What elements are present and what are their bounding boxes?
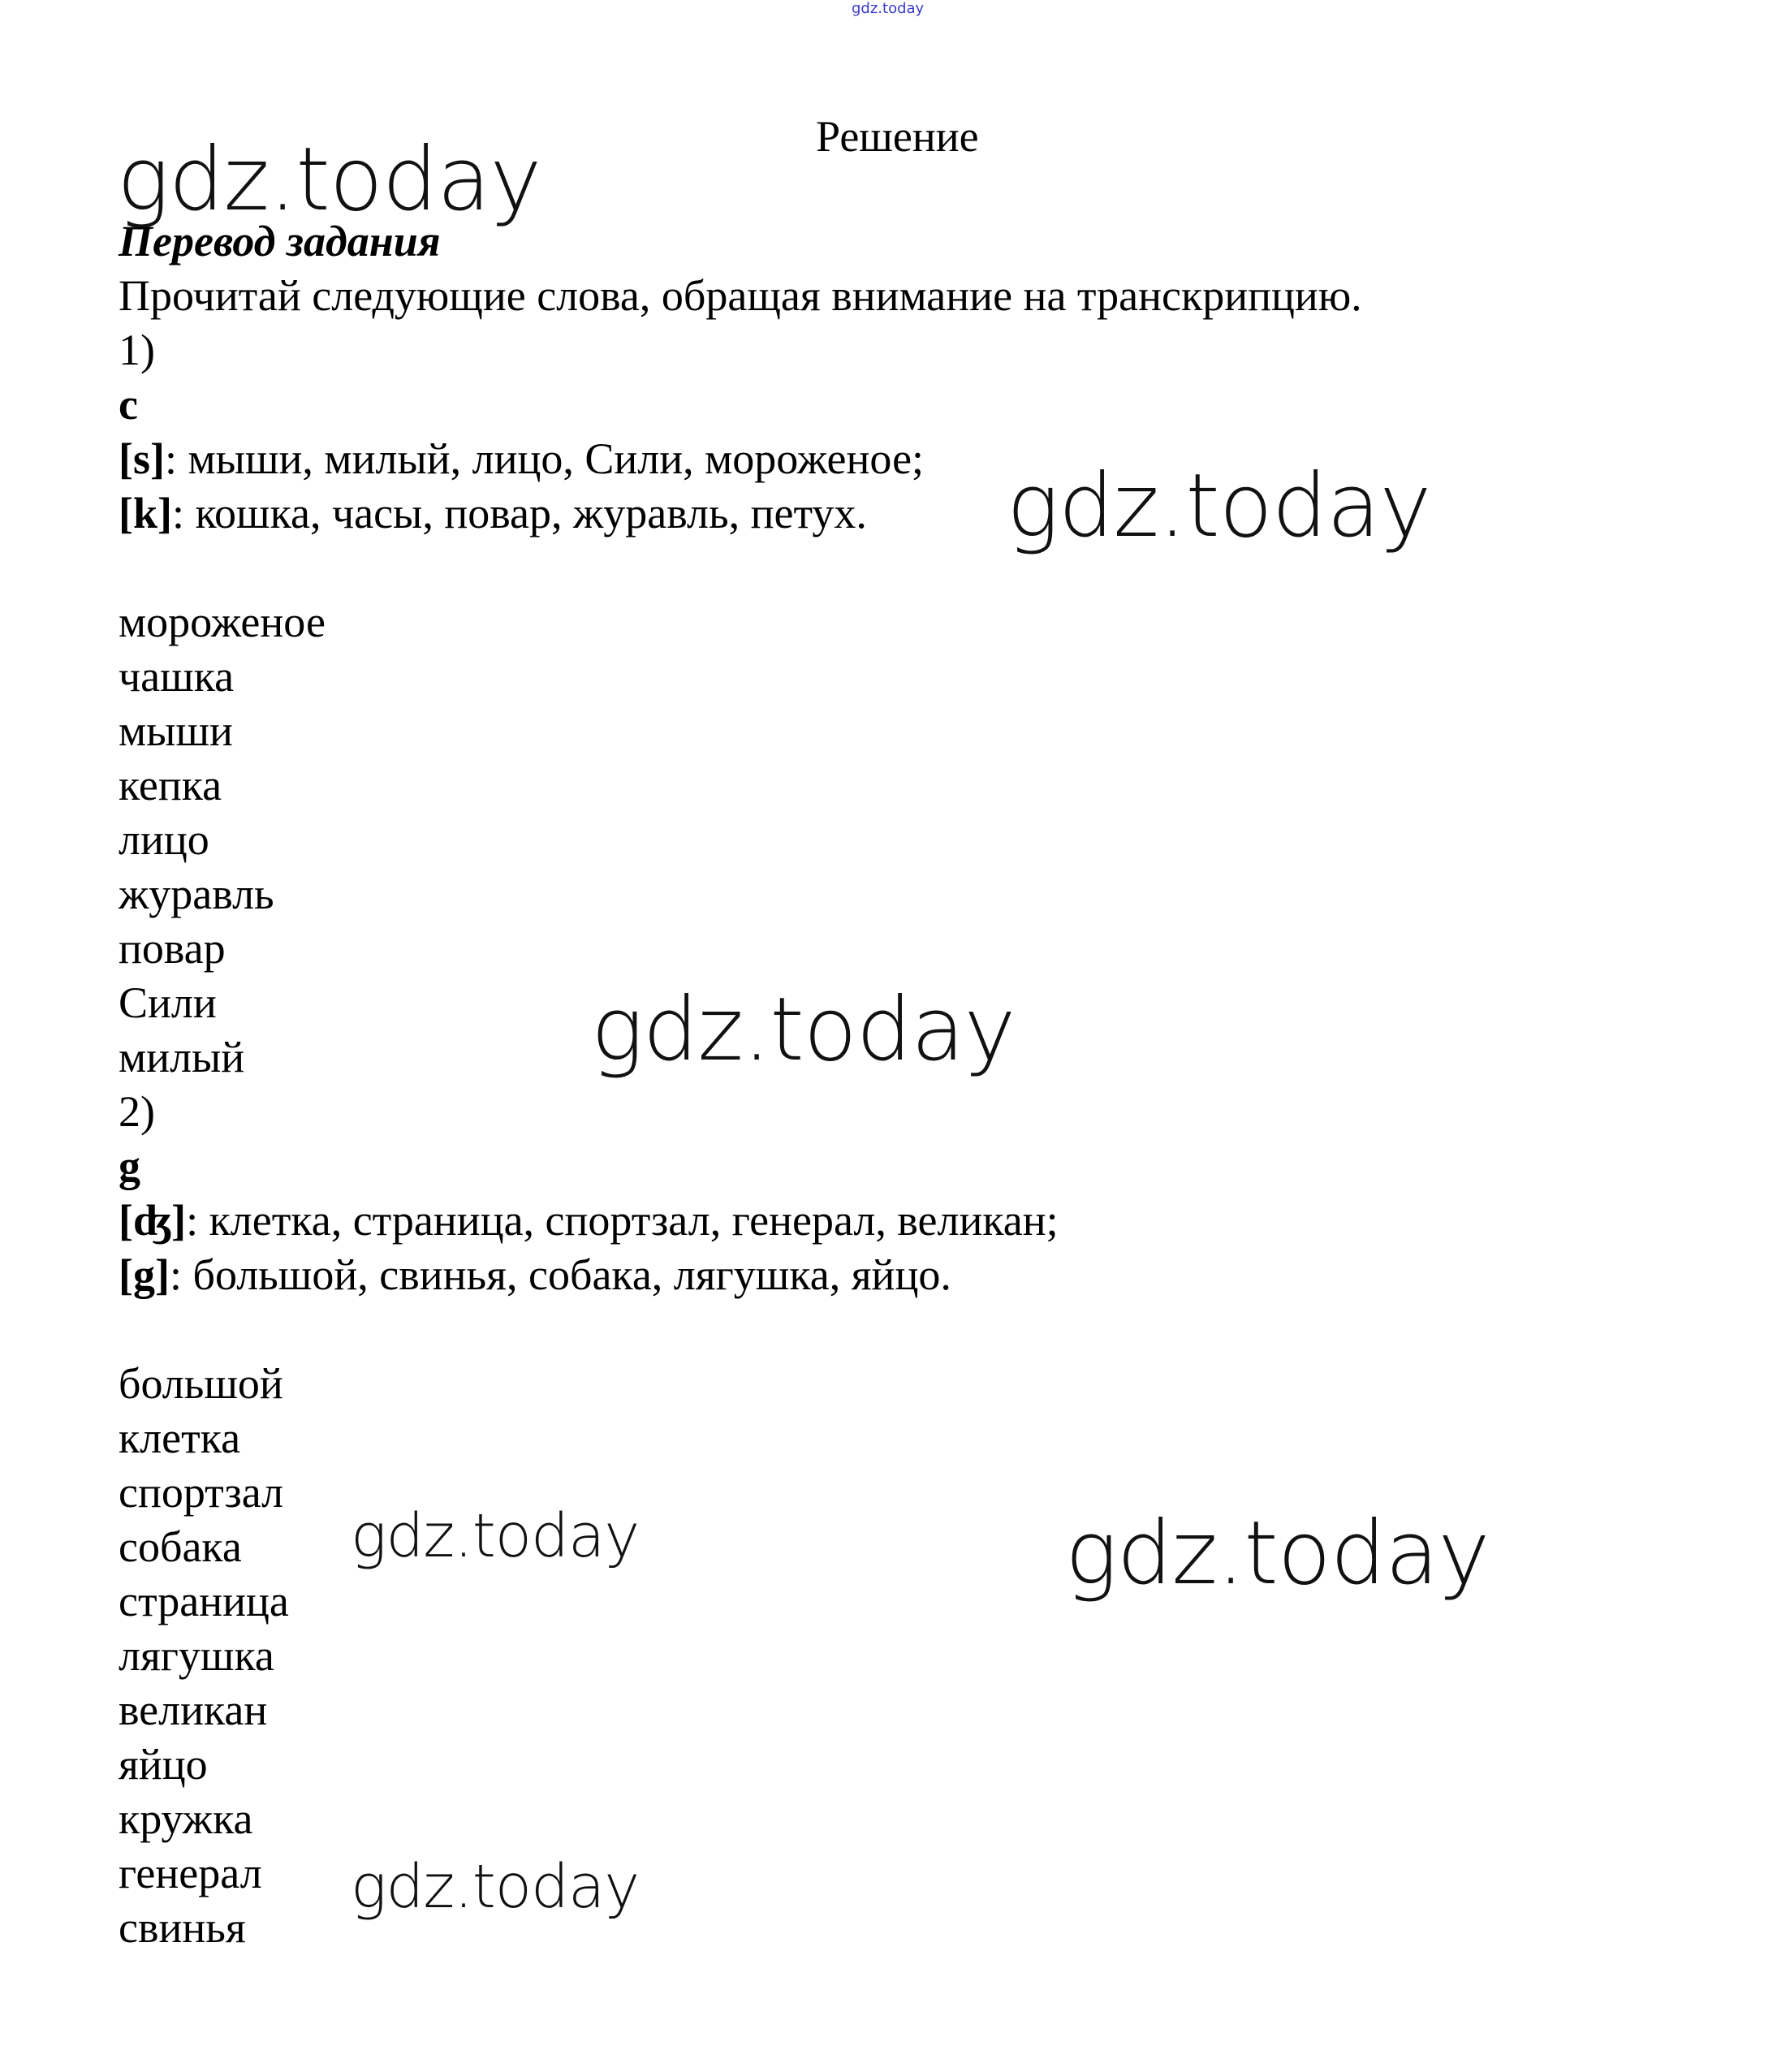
section-title: Перевод задания — [119, 217, 441, 265]
top-site-link[interactable]: gdz.today — [852, 0, 925, 17]
list-item: чашка — [119, 652, 235, 701]
list-item: кепка — [119, 761, 222, 809]
watermark-3: gdz.today — [591, 979, 1016, 1081]
list-item: Сили — [119, 978, 217, 1027]
part1-rule-k — [119, 486, 1362, 541]
list-item: мороженое — [119, 598, 326, 646]
sound-words: : большой, свинья, собака, лягушка, яйцо. — [169, 1250, 951, 1299]
part2-number: 2) — [119, 1087, 155, 1136]
sound-label: [k] — [119, 489, 172, 537]
list-item: клетка — [119, 1414, 241, 1462]
sound-words: : кошка, часы, повар, журавль, петух. — [172, 489, 867, 537]
part2-letter: g — [119, 1142, 140, 1190]
part1-rule-s — [119, 432, 1362, 486]
list-item: журавль — [119, 870, 274, 918]
sound-words: : мыши, милый, лицо, Сили, мороженое; — [164, 434, 925, 483]
list-item: яйцо — [119, 1740, 208, 1789]
sound-label: [g] — [119, 1250, 170, 1299]
list-item: страница — [119, 1577, 289, 1625]
watermark-4: gdz.today — [351, 1501, 640, 1571]
list-item: свинья — [119, 1903, 246, 1952]
page-heading: Решение — [816, 112, 979, 161]
sound-words: : клетка, страница, спортзал, генерал, великан; — [186, 1196, 1059, 1245]
list-item: генерал — [119, 1849, 262, 1897]
list-item: собака — [119, 1522, 242, 1571]
watermark-6: gdz.today — [351, 1852, 640, 1922]
list-item: мыши — [119, 706, 233, 755]
sound-label: [s] — [119, 434, 165, 483]
part2-rule-g — [119, 1248, 1362, 1302]
list-item: спортзал — [119, 1468, 284, 1517]
part1-letter: c — [119, 380, 138, 429]
list-item: великан — [119, 1686, 268, 1734]
list-item: милый — [119, 1033, 245, 1081]
list-item: лягушка — [119, 1631, 274, 1680]
spacer — [119, 1302, 1362, 1357]
instruction-text: Прочитай следующие слова, обращая внимание на транскрипцию. — [119, 271, 1362, 320]
part2-rule-dzh — [119, 1194, 1362, 1248]
list-item: кружка — [119, 1794, 253, 1843]
watermark-2: gdz.today — [1007, 455, 1431, 557]
solution-content — [119, 214, 1362, 1955]
sound-label: [ʤ] — [119, 1196, 187, 1245]
watermark-1: gdz.today — [117, 129, 541, 231]
spacer — [119, 541, 1362, 595]
list-item: лицо — [119, 815, 209, 864]
part1-number: 1) — [119, 326, 155, 374]
list-item: повар — [119, 924, 226, 973]
list-item: большой — [119, 1359, 283, 1408]
watermark-5: gdz.today — [1065, 1503, 1490, 1604]
